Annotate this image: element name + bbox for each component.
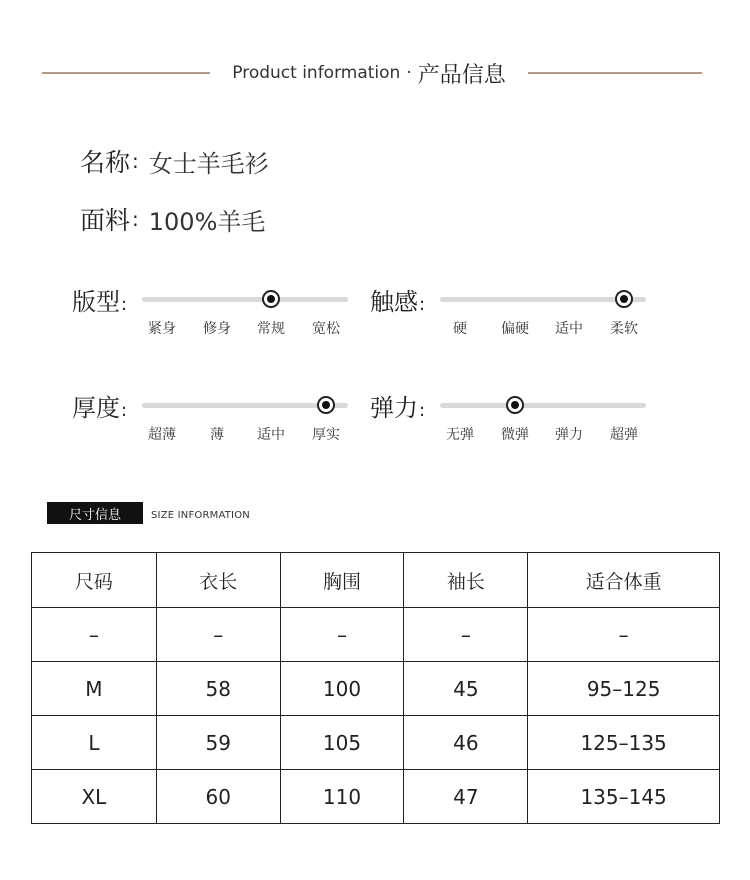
table-cell: 95–125 <box>528 662 720 716</box>
thickness-option-0: 超薄 <box>148 427 176 443</box>
table-cell: 125–135 <box>528 716 720 770</box>
header-length: 衣长 <box>156 553 280 608</box>
fit-rating <box>72 280 362 340</box>
table-cell: 105 <box>280 716 404 770</box>
product-name-row <box>80 144 269 178</box>
fit-option-0: 紧身 <box>148 321 176 337</box>
thickness-selected-marker <box>317 396 335 414</box>
header-size: 尺码 <box>32 553 157 608</box>
section-title-dot: · <box>406 63 412 83</box>
header-sleeve: 袖长 <box>404 553 528 608</box>
material-label: 面料 <box>80 206 131 235</box>
thickness-rating <box>72 386 362 446</box>
table-cell: – <box>528 608 720 662</box>
thickness-option-2: 适中 <box>257 427 285 443</box>
thickness-option-3: 厚实 <box>312 427 340 443</box>
elasticity-option-3: 超弹 <box>610 427 638 443</box>
header-weight: 适合体重 <box>528 553 720 608</box>
thickness-option-1: 薄 <box>210 427 224 443</box>
table-row <box>32 608 720 662</box>
fit-option-1: 修身 <box>203 321 231 337</box>
material-colon: : <box>132 207 139 231</box>
size-table-header <box>32 553 720 608</box>
section-title-en: Product information <box>232 63 401 83</box>
material-row <box>80 202 265 236</box>
header-divider-right <box>528 72 702 74</box>
touch-label: 触感: <box>370 288 426 316</box>
size-table <box>31 552 720 824</box>
touch-option-2: 适中 <box>555 321 583 337</box>
fit-track <box>142 297 348 302</box>
fit-label: 版型: <box>72 288 128 316</box>
table-row <box>32 770 720 824</box>
product-name-label: 名称 <box>80 148 131 177</box>
elasticity-selected-marker <box>506 396 524 414</box>
touch-rating <box>370 280 660 340</box>
touch-option-1: 偏硬 <box>501 321 529 337</box>
header-divider-left <box>42 72 210 74</box>
table-cell: M <box>32 662 157 716</box>
table-cell: 46 <box>404 716 528 770</box>
table-cell: – <box>404 608 528 662</box>
elasticity-rating <box>370 386 660 446</box>
touch-option-0: 硬 <box>453 321 467 337</box>
size-info-subtitle: SIZE INFORMATION <box>151 510 250 521</box>
product-name-value: 女士羊毛衫 <box>148 149 269 178</box>
table-cell: 100 <box>280 662 404 716</box>
fit-option-3: 宽松 <box>312 321 340 337</box>
thickness-label: 厚度: <box>72 394 128 422</box>
header-bust: 胸围 <box>280 553 404 608</box>
elasticity-option-2: 弹力 <box>555 427 583 443</box>
table-cell: 110 <box>280 770 404 824</box>
table-row <box>32 716 720 770</box>
table-cell: 58 <box>156 662 280 716</box>
material-value: 100%羊毛 <box>148 207 266 236</box>
table-cell: – <box>156 608 280 662</box>
table-cell: 47 <box>404 770 528 824</box>
table-cell: 60 <box>156 770 280 824</box>
table-cell: 135–145 <box>528 770 720 824</box>
fit-option-2: 常规 <box>257 321 285 337</box>
table-cell: XL <box>32 770 157 824</box>
touch-selected-marker <box>615 290 633 308</box>
table-cell: 45 <box>404 662 528 716</box>
table-cell: – <box>280 608 404 662</box>
table-cell: – <box>32 608 157 662</box>
touch-option-3: 柔软 <box>610 321 638 337</box>
elasticity-label: 弹力: <box>370 394 426 422</box>
size-info-tag: 尺寸信息 <box>47 502 143 524</box>
elasticity-option-0: 无弹 <box>446 427 474 443</box>
table-cell: L <box>32 716 157 770</box>
section-title <box>214 58 524 88</box>
product-name-colon: : <box>132 149 139 173</box>
table-cell: 59 <box>156 716 280 770</box>
elasticity-option-1: 微弹 <box>501 427 529 443</box>
fit-selected-marker <box>262 290 280 308</box>
table-row <box>32 662 720 716</box>
section-title-zh: 产品信息 <box>417 62 506 88</box>
elasticity-track <box>440 403 646 408</box>
